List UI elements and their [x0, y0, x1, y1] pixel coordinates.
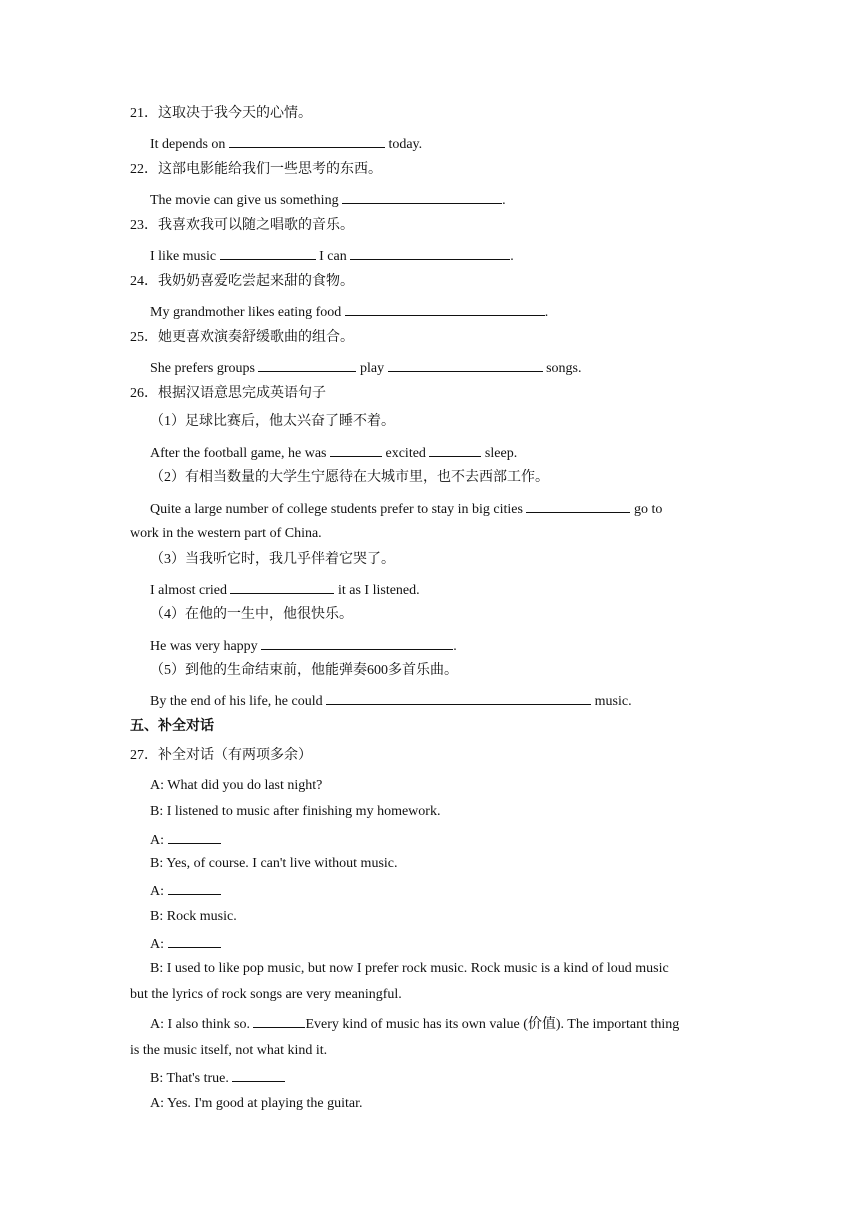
answer-blank[interactable] — [345, 302, 545, 316]
dialogue-line: A: I also think so. Every kind of music has its own value (价值). The important thing — [150, 1014, 679, 1034]
q26-s5-sentence: By the end of his life, he could music. — [150, 691, 632, 711]
dialogue-line: B: I listened to music after finishing my homework. — [150, 804, 441, 819]
dialogue-line: A: — [150, 881, 221, 901]
dialogue-line: B: That's true. — [150, 1068, 285, 1088]
answer-blank[interactable] — [388, 358, 543, 372]
q22-sentence: The movie can give us something . — [150, 190, 506, 210]
dialogue-line-cont: is the music itself, not what kind it. — [130, 1043, 328, 1058]
q22-prompt: 22．这部电影能给我们一些思考的东西。 — [130, 162, 382, 177]
dialogue-line: B: I used to like pop music, but now I prefer rock music. Rock music is a kind of loud music — [150, 961, 669, 976]
q24-sentence: My grandmother likes eating food . — [150, 302, 548, 322]
q23-sentence: I like music I can . — [150, 246, 514, 266]
q26-s5-prompt: （5）到他的生命结束前，他能弹奏600多首乐曲。 — [150, 663, 458, 678]
q21-prompt: 21．这取决于我今天的心情。 — [130, 106, 312, 121]
q26-s4-sentence: He was very happy . — [150, 636, 457, 656]
answer-blank[interactable] — [342, 190, 502, 204]
answer-blank[interactable] — [526, 499, 630, 513]
answer-blank[interactable] — [429, 443, 481, 457]
answer-blank[interactable] — [232, 1068, 285, 1082]
answer-blank[interactable] — [168, 934, 221, 948]
q26-s3-prompt: （3）当我听它时，我几乎伴着它哭了。 — [150, 552, 395, 567]
answer-blank[interactable] — [168, 830, 221, 844]
q26-s2-sentence: Quite a large number of college students prefer to stay in big cities go to — [150, 499, 662, 519]
dialogue-line: B: Rock music. — [150, 909, 237, 924]
answer-blank[interactable] — [168, 881, 221, 895]
answer-blank[interactable] — [258, 358, 356, 372]
dialogue-line: A: What did you do last night? — [150, 778, 323, 793]
q26-s2-prompt: （2）有相当数量的大学生宁愿待在大城市里，也不去西部工作。 — [150, 470, 549, 485]
q27-prompt: 27．补全对话（有两项多余） — [130, 748, 312, 763]
q24-prompt: 24．我奶奶喜爱吃尝起来甜的食物。 — [130, 274, 354, 289]
dialogue-line: A: — [150, 934, 221, 954]
q25-prompt: 25．她更喜欢演奏舒缓歌曲的组合。 — [130, 330, 354, 345]
answer-blank[interactable] — [229, 134, 385, 148]
q26-s3-sentence: I almost cried it as I listened. — [150, 580, 420, 600]
q26-s1-sentence: After the football game, he was excited sleep. — [150, 443, 517, 463]
answer-blank[interactable] — [261, 636, 453, 650]
q26-s2-sentence-cont: work in the western part of China. — [130, 526, 322, 541]
section-heading: 五、补全对话 — [130, 719, 214, 734]
q23-prompt: 23．我喜欢我可以随之唱歌的音乐。 — [130, 218, 354, 233]
answer-blank[interactable] — [253, 1014, 305, 1028]
answer-blank[interactable] — [326, 691, 591, 705]
dialogue-line: A: — [150, 830, 221, 850]
dialogue-line: A: Yes. I'm good at playing the guitar. — [150, 1096, 363, 1111]
q21-sentence: It depends on today. — [150, 134, 422, 154]
answer-blank[interactable] — [220, 246, 316, 260]
answer-blank[interactable] — [230, 580, 334, 594]
answer-blank[interactable] — [330, 443, 382, 457]
q26-s1-prompt: （1）足球比赛后，他太兴奋了睡不着。 — [150, 414, 395, 429]
q25-sentence: She prefers groups play songs. — [150, 358, 582, 378]
dialogue-line: B: Yes, of course. I can't live without music. — [150, 856, 398, 871]
q26-prompt: 26．根据汉语意思完成英语句子 — [130, 386, 326, 401]
q26-s4-prompt: （4）在他的一生中，他很快乐。 — [150, 607, 353, 622]
dialogue-line-cont: but the lyrics of rock songs are very meaningful. — [130, 987, 402, 1002]
answer-blank[interactable] — [350, 246, 510, 260]
